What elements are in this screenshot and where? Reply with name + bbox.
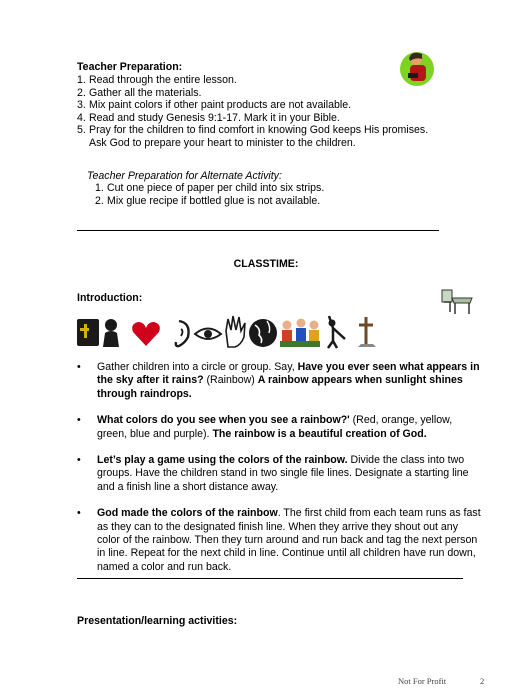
bullet-icon: • bbox=[77, 414, 81, 427]
divider bbox=[77, 578, 463, 579]
bullet-text: Gather children into a circle or group. Say, bbox=[97, 361, 298, 373]
bullet-text: (Red, orange, yellow, green, blue and purple). bbox=[97, 414, 453, 440]
alternate-prep-heading: Teacher Preparation for Alternate Activity: bbox=[87, 170, 282, 182]
item-number: 4. bbox=[77, 111, 86, 124]
globe-icon bbox=[249, 319, 277, 347]
list-item bbox=[77, 124, 457, 149]
item-number: 3. bbox=[77, 99, 86, 112]
item-number: 1. bbox=[77, 74, 86, 86]
list-item bbox=[95, 182, 435, 195]
bullet-bold-text: Let’s play a game using the colors of the rainbow. bbox=[97, 454, 348, 467]
ear-icon bbox=[176, 321, 189, 346]
list-item bbox=[77, 454, 481, 494]
heart-icon bbox=[132, 322, 160, 346]
alternate-prep-list bbox=[95, 182, 435, 207]
bullet-bold-text: What colors do you see when you see a rainbow?' bbox=[97, 414, 350, 427]
bullet-icon: • bbox=[77, 454, 81, 467]
hand-icon bbox=[226, 316, 245, 347]
item-text: Pray for the children to find comfort in knowing God keeps His promises. bbox=[89, 124, 429, 137]
stretching-person-icon bbox=[328, 316, 345, 348]
item-text: Read and study Genesis 9:1-17. Mark it in your Bible. bbox=[89, 111, 340, 124]
bullet-icon: • bbox=[77, 361, 81, 373]
bullet-text: . The first child from each team runs as fast as they can to the designated finish line. When they arrive they shout out any color of the rainbow. Then they turn around and run back and tag the next person in line. Repeat for the next child in line. Continue until all children have run down, named a color and run back. bbox=[97, 507, 481, 573]
list-item bbox=[77, 99, 457, 112]
teacher-prep-list bbox=[77, 74, 457, 150]
list-item bbox=[77, 74, 457, 87]
item-number: 2. bbox=[95, 194, 104, 207]
introduction-heading: Introduction: bbox=[77, 292, 143, 304]
item-text-continued: Ask God to prepare your heart to minister to the children. bbox=[89, 136, 356, 149]
cross-icon bbox=[358, 317, 376, 347]
list-item bbox=[95, 195, 435, 208]
bullet-bold-text: The rainbow is a beautiful creation of God. bbox=[212, 427, 427, 440]
divider bbox=[77, 230, 439, 231]
eye-icon bbox=[195, 329, 221, 340]
item-number: 2. bbox=[77, 86, 86, 99]
item-text: Read through the entire lesson. bbox=[89, 74, 237, 86]
list-item bbox=[77, 361, 481, 401]
bullet-bold-text: God made the colors of the rainbow bbox=[97, 507, 278, 520]
item-number: 1. bbox=[95, 182, 104, 194]
icon-strip bbox=[75, 313, 395, 351]
list-item bbox=[77, 87, 457, 100]
item-text: Mix paint colors if other paint products are not available. bbox=[89, 99, 352, 112]
introduction-bullets bbox=[77, 361, 481, 574]
item-text: Mix glue recipe if bottled glue is not available. bbox=[107, 194, 321, 207]
footer-note: Not For Profit bbox=[398, 676, 447, 686]
bullet-bold-text: Have you ever seen what appears in the sky after it rains? bbox=[97, 361, 480, 387]
list-item bbox=[77, 112, 457, 125]
teacher-prep-heading: Teacher Preparation: bbox=[77, 61, 183, 73]
classtime-heading: CLASSTIME: bbox=[233, 258, 299, 270]
list-item bbox=[77, 507, 481, 574]
item-text: Cut one piece of paper per child into six strips. bbox=[107, 182, 325, 194]
bullet-icon: • bbox=[77, 507, 81, 520]
bullet-bold-text: A rainbow appears when sunlight shines through raindrops. bbox=[97, 374, 463, 400]
classroom-desk-icon bbox=[440, 286, 474, 316]
item-text: Gather all the materials. bbox=[89, 86, 202, 99]
item-number: 5. bbox=[77, 124, 86, 137]
bullet-text: Divide the class into two groups. Have the children stand in two single file lines. Designate a starting line and a finish line a short distance away. bbox=[97, 454, 469, 493]
children-group-icon bbox=[280, 319, 320, 348]
page-number: 2 bbox=[480, 676, 485, 686]
list-item bbox=[77, 414, 481, 441]
praying-child-icon bbox=[103, 319, 119, 347]
bullet-text: (Rainbow) bbox=[203, 374, 258, 387]
bible-icon bbox=[77, 319, 99, 346]
presentation-heading: Presentation/learning activities: bbox=[77, 615, 238, 627]
